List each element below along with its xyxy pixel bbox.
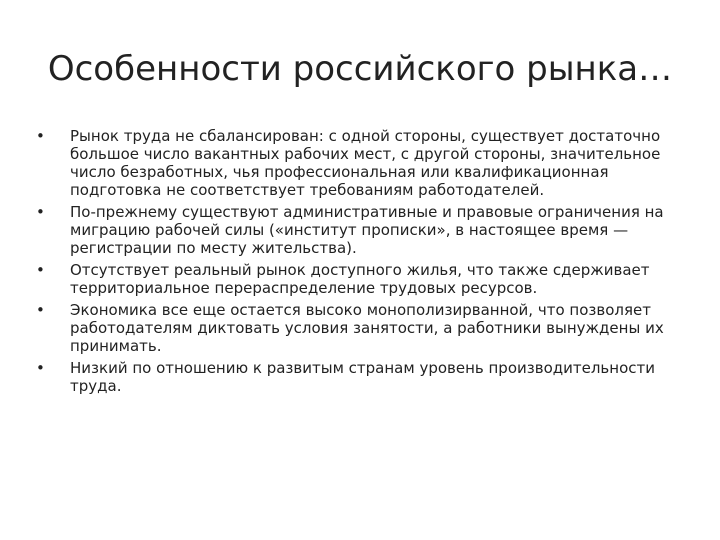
bullet-list [36,127,686,399]
bullet-item-3 [36,261,686,297]
bullet-item-4 [36,301,686,355]
bullet-text: Отсутствует реальный рынок доступного жилья, что также сдерживает территориальное перераспределение трудовых ресурсов. [70,261,650,297]
bullet-item-1 [36,127,686,199]
bullet-dot: • [36,203,45,221]
bullet-dot: • [36,301,45,319]
slide-title: Особенности российского рынка… [47,49,673,89]
bullet-text: Рынок труда не сбалансирован: с одной стороны, существует достаточно большое число вакантных рабочих мест, с другой стороны, значительное число безработных, чья профессиональная или квалификационная подготовка не соответствует требованиям работодателей. [70,127,661,199]
bullet-text: По-прежнему существуют административные и правовые ограничения на миграцию рабочей силы («институт прописки», в настоящее время — регистрации по месту жительства). [70,203,664,257]
bullet-item-5 [36,359,686,395]
bullet-text: Низкий по отношению к развитым странам уровень производительности труда. [70,359,655,395]
bullet-dot: • [36,127,45,145]
bullet-text: Экономика все еще остается высоко монополизирванной, что позволяет работодателям диктовать условия занятости, а работники вынуждены их принимать. [70,301,664,355]
bullet-item-2 [36,203,686,257]
bullet-dot: • [36,261,45,279]
bullet-dot: • [36,359,45,377]
